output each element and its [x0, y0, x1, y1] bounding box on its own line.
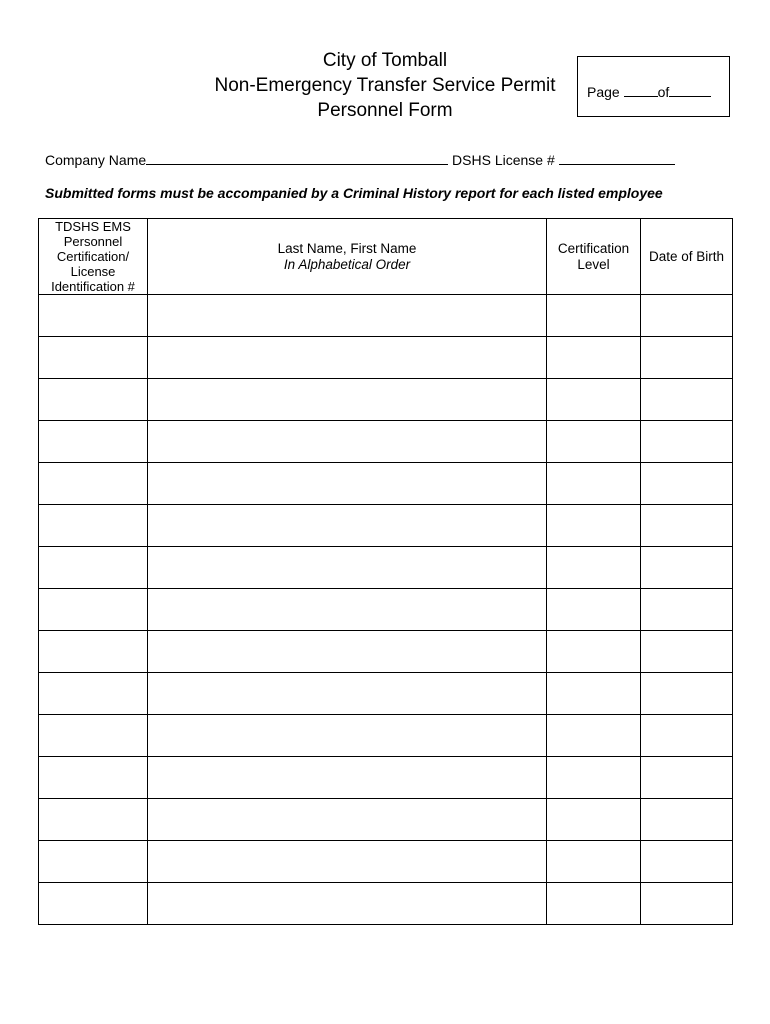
criminal-history-notice: Submitted forms must be accompanied by a Criminal History report for each listed employee: [45, 185, 663, 201]
certification-level-cell[interactable]: [547, 421, 641, 463]
name-cell[interactable]: [148, 463, 547, 505]
date-of-birth-cell[interactable]: [641, 673, 733, 715]
date-of-birth-cell[interactable]: [641, 547, 733, 589]
table-row: [39, 715, 733, 757]
date-of-birth-cell[interactable]: [641, 799, 733, 841]
date-of-birth-cell[interactable]: [641, 463, 733, 505]
certification-level-cell[interactable]: [547, 631, 641, 673]
company-info-line: [45, 152, 675, 168]
license-id-cell[interactable]: [39, 631, 148, 673]
page-number-field[interactable]: [624, 84, 658, 97]
table-row: [39, 421, 733, 463]
name-cell[interactable]: [148, 379, 547, 421]
license-id-cell[interactable]: [39, 589, 148, 631]
license-id-cell[interactable]: [39, 337, 148, 379]
page-number-text: [587, 84, 711, 100]
certification-level-cell[interactable]: [547, 883, 641, 925]
certification-level-header: Certification Level: [547, 219, 641, 295]
name-cell[interactable]: [148, 547, 547, 589]
date-of-birth-cell[interactable]: [641, 379, 733, 421]
license-id-cell[interactable]: [39, 715, 148, 757]
date-of-birth-cell[interactable]: [641, 841, 733, 883]
license-id-cell[interactable]: [39, 379, 148, 421]
name-cell[interactable]: [148, 799, 547, 841]
company-name-field[interactable]: [146, 152, 448, 165]
license-id-cell[interactable]: [39, 505, 148, 547]
name-cell[interactable]: [148, 715, 547, 757]
name-cell[interactable]: [148, 295, 547, 337]
license-id-cell[interactable]: [39, 547, 148, 589]
certification-level-cell[interactable]: [547, 379, 641, 421]
page-label: Page: [587, 84, 620, 100]
title-line-permit: Non-Emergency Transfer Service Permit: [214, 75, 556, 96]
company-name-label: Company Name: [45, 152, 147, 168]
certification-level-cell[interactable]: [547, 337, 641, 379]
table-row: [39, 337, 733, 379]
dshs-license-field[interactable]: [559, 152, 675, 165]
date-of-birth-cell[interactable]: [641, 505, 733, 547]
name-cell[interactable]: [148, 841, 547, 883]
license-id-cell[interactable]: [39, 463, 148, 505]
table-row: [39, 883, 733, 925]
table-row: [39, 589, 733, 631]
certification-level-cell[interactable]: [547, 463, 641, 505]
name-cell[interactable]: [148, 421, 547, 463]
table-row: [39, 841, 733, 883]
license-id-cell[interactable]: [39, 421, 148, 463]
certification-level-cell[interactable]: [547, 505, 641, 547]
name-cell[interactable]: [148, 631, 547, 673]
license-id-cell[interactable]: [39, 841, 148, 883]
name-cell[interactable]: [148, 673, 547, 715]
date-of-birth-cell[interactable]: [641, 757, 733, 799]
personnel-table: [38, 218, 733, 925]
table-row: [39, 547, 733, 589]
name-header: Last Name, First Name In Alphabetical Order: [148, 219, 547, 295]
certification-level-cell[interactable]: [547, 841, 641, 883]
license-id-cell[interactable]: [39, 757, 148, 799]
title-line-city: City of Tomball: [322, 50, 448, 71]
date-of-birth-cell[interactable]: [641, 295, 733, 337]
name-cell[interactable]: [148, 757, 547, 799]
date-of-birth-cell[interactable]: [641, 589, 733, 631]
form-title: [180, 48, 590, 123]
certification-level-cell[interactable]: [547, 673, 641, 715]
table-row: [39, 463, 733, 505]
license-id-cell[interactable]: [39, 799, 148, 841]
name-cell[interactable]: [148, 883, 547, 925]
certification-level-cell[interactable]: [547, 799, 641, 841]
certification-level-cell[interactable]: [547, 295, 641, 337]
table-row: [39, 757, 733, 799]
certification-level-cell[interactable]: [547, 547, 641, 589]
date-of-birth-cell[interactable]: [641, 337, 733, 379]
name-cell[interactable]: [148, 589, 547, 631]
table-row: [39, 505, 733, 547]
date-of-birth-cell[interactable]: [641, 883, 733, 925]
date-of-birth-cell[interactable]: [641, 715, 733, 757]
title-line-form: Personnel Form: [317, 100, 453, 121]
table-row: [39, 631, 733, 673]
table-row: [39, 379, 733, 421]
page-total-field[interactable]: [669, 84, 711, 97]
certification-level-cell[interactable]: [547, 715, 641, 757]
certification-level-cell[interactable]: [547, 589, 641, 631]
date-of-birth-cell[interactable]: [641, 631, 733, 673]
of-label: of: [657, 84, 670, 100]
table-row: [39, 799, 733, 841]
license-id-cell[interactable]: [39, 883, 148, 925]
table-row: [39, 295, 733, 337]
certification-level-cell[interactable]: [547, 757, 641, 799]
name-cell[interactable]: [148, 505, 547, 547]
date-of-birth-cell[interactable]: [641, 421, 733, 463]
personnel-table-body: [39, 295, 733, 925]
license-id-cell[interactable]: [39, 295, 148, 337]
name-cell[interactable]: [148, 337, 547, 379]
date-of-birth-header: Date of Birth: [641, 219, 733, 295]
license-id-header: TDSHS EMS Personnel Certification/ License Identification #: [39, 219, 148, 295]
page-number-box: [577, 56, 730, 117]
license-id-cell[interactable]: [39, 673, 148, 715]
table-row: [39, 673, 733, 715]
table-header-row: [39, 219, 733, 295]
dshs-license-label: DSHS License #: [452, 152, 555, 168]
